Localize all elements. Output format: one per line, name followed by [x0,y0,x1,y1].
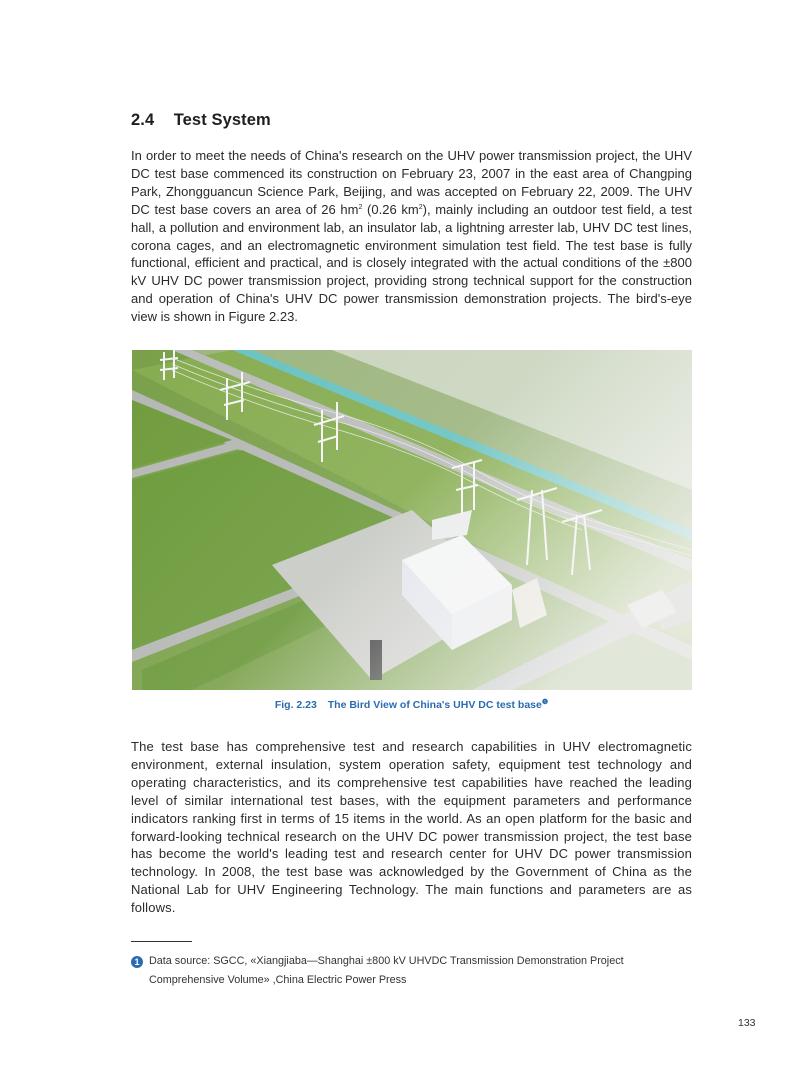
footnote [131,952,692,989]
section-number: 2.4 [131,111,155,129]
superscript: 2 [418,203,423,211]
page-number: 133 [738,1017,756,1029]
footnote-text-line1: Data source: SGCC, «Xiangjiaba—Shanghai ±800 kV UHVDC Transmission Demonstration Project [149,955,624,967]
paragraph-text: ), mainly including an outdoor test field, a test hall, a pollution and environment lab, an insulator lab, a lightning arrester lab, UHV DC test lines, corona cages, and an electromagnetic environment simulation test field. The test base is fully functional, efficient and practical, and is closely integrated with the actual conditions of the ±800 kV UHV DC power transmission project, providing strong technical support for the construction and operation of China's UHV DC power transmission demonstration projects. The bird's-eye view is shown in Figure 2.23. [131,201,692,325]
footnote-text-line2: Comprehensive Volume» ,China Electric Power Press [149,973,407,986]
figure-aerial-photo [132,350,692,690]
figure-caption-text: The Bird View of China's UHV DC test base [327,699,542,711]
paragraph-text: (0.26 km [362,201,419,217]
footnote-ref[interactable]: ❶ [541,699,549,706]
footnote-divider [131,941,192,942]
figure-caption [131,698,692,711]
paragraph-capabilities: The test base has comprehensive test and research capabilities in UHV electromagnetic environment, external insulation, system operation safety, equipment test technology and operating characteristics, and its comprehensive test capabilities have reached the leading level of similar international test bases, with the equipment parameters and performance indicators ranking first in terms of 15 items in the world. As an open platform for the basic and forward-looking technical research on the UHV DC power transmission project, the test base has become the world's leading test and research center for UHV DC power transmission technology. In 2008, the test base was acknowledged by the Government of China as the National Lab for UHV Engineering Technology. The main functions and parameters are as follows. [131,739,692,916]
section-heading [131,111,271,130]
superscript: 2 [358,203,363,211]
paragraph-text: In order to meet the needs of China's research on the UHV power transmission project, the UHV DC test base commenced its construction on February 23, 2007 in the east area of Changping Park, Zhongguancun Science Park, Beijing, and was accepted on February 22, 2009. The UHV DC test base covers an area of 26 hm [131,148,692,217]
section-title: Test System [173,111,271,129]
figure-number: Fig. 2.23 [274,699,317,711]
paragraph-intro [131,147,692,326]
aerial-view-image [132,350,692,690]
footnote-marker-icon: 1 [131,956,143,968]
